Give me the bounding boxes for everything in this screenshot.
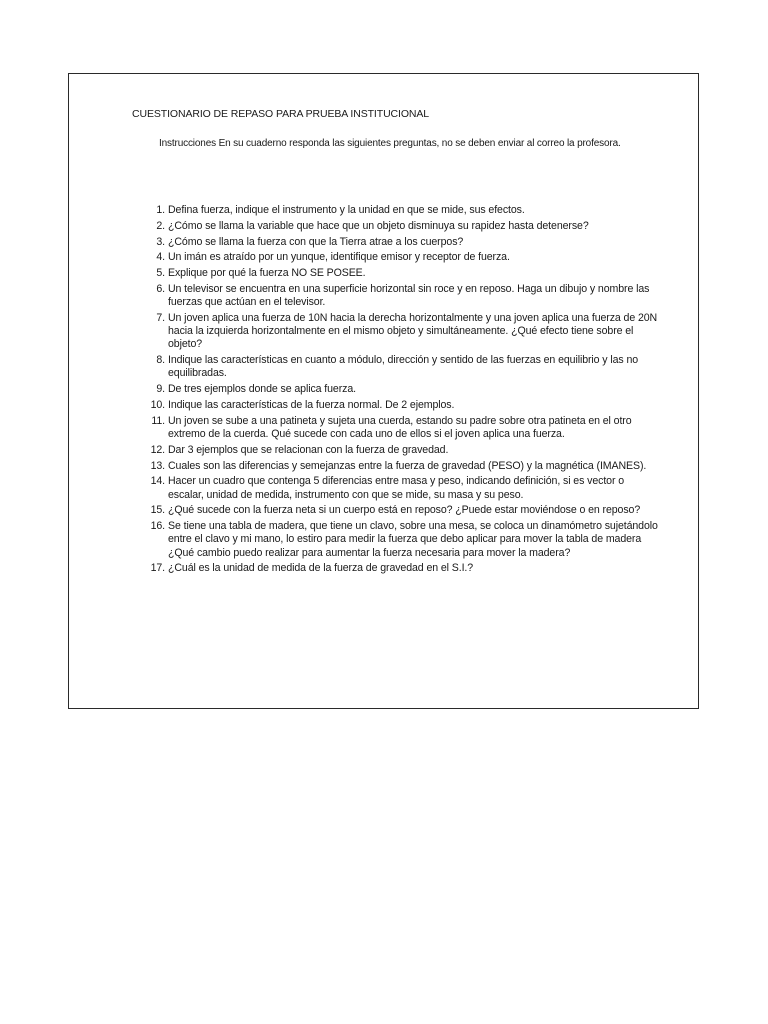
list-item	[141, 267, 661, 280]
list-item	[141, 220, 661, 233]
question-text: ¿Cómo se llama la fuerza con que la Tierra atrae a los cuerpos?	[168, 235, 464, 248]
question-text: Un joven aplica una fuerza de 10N hacia la derecha horizontalmente y una joven aplica una fuerza de 20N hacia la izquierda horizontalmente en el mismo objeto y simultáneamente. ¿Qué efecto tiene sobre el objeto?	[168, 311, 658, 351]
list-item	[141, 520, 661, 560]
question-text: Explique por qué la fuerza NO SE POSEE.	[168, 267, 366, 280]
question-text: Hacer un cuadro que contenga 5 diferencias entre masa y peso, indicando definición, si es vector o escalar, unidad de medida, instrumento con que se mide, su masa y su peso.	[168, 475, 625, 501]
question-number: 14.	[150, 475, 165, 488]
question-number: 13.	[150, 459, 165, 472]
question-text: Defina fuerza, indique el instrumento y la unidad en que se mide, sus efectos.	[168, 204, 525, 216]
list-item	[141, 460, 661, 473]
question-number: 5.	[156, 267, 165, 280]
document-frame	[68, 73, 699, 709]
list-item	[141, 204, 661, 217]
question-number: 9.	[156, 383, 165, 396]
question-text: Indique las características en cuanto a módulo, dirección y sentido de las fuerzas en equilibrio y las no equilibradas.	[168, 354, 639, 380]
question-text: Indique las características de la fuerza normal. De 2 ejemplos.	[168, 398, 455, 411]
question-number: 2.	[156, 219, 165, 232]
question-text: ¿Cuál es la unidad de medida de la fuerza de gravedad en el S.I.?	[168, 562, 474, 575]
list-item	[141, 562, 661, 575]
questions-list	[141, 204, 661, 578]
list-item	[141, 236, 661, 249]
question-text: Un joven se sube a una patineta y sujeta una cuerda, estando su padre sobre otra patineta en el otro extremo de la cuerda. Qué sucede con cada uno de ellos si el joven aplica una fuerza.	[168, 414, 632, 440]
instructions-text: Instrucciones En su cuaderno responda las siguientes preguntas, no se deben enviar al correo la profesora.	[159, 138, 621, 149]
question-number: 6.	[156, 282, 165, 295]
question-text: Un televisor se encuentra en una superficie horizontal sin roce y en reposo. Haga un dibujo y nombre las fuerzas que actúan en el televisor.	[168, 282, 650, 309]
question-number: 10.	[150, 398, 165, 411]
list-item	[141, 415, 661, 441]
question-number: 15.	[150, 504, 165, 517]
question-number: 12.	[150, 443, 165, 456]
document-title: CUESTIONARIO DE REPASO PARA PRUEBA INSTITUCIONAL	[132, 108, 430, 120]
question-number: 7.	[156, 311, 165, 324]
question-text: Cuales son las diferencias y semejanzas entre la fuerza de gravedad (PESO) y la magnética (IMANES).	[168, 459, 647, 472]
question-number: 1.	[156, 204, 165, 216]
question-number: 3.	[156, 235, 165, 248]
question-text: ¿Cómo se llama la variable que hace que un objeto disminuya su rapidez hasta detenerse?	[168, 219, 589, 232]
question-text: Dar 3 ejemplos que se relacionan con la fuerza de gravedad.	[168, 443, 449, 456]
list-item	[141, 504, 661, 517]
list-item	[141, 283, 661, 309]
list-item	[141, 399, 661, 412]
list-item	[141, 312, 661, 352]
question-text: De tres ejemplos donde se aplica fuerza.	[168, 383, 356, 396]
question-text: Un imán es atraído por un yunque, identifique emisor y receptor de fuerza.	[168, 251, 510, 264]
question-number: 17.	[150, 562, 165, 575]
question-number: 16.	[150, 520, 165, 533]
list-item	[141, 354, 661, 380]
list-item	[141, 444, 661, 457]
question-number: 8.	[156, 354, 165, 367]
question-number: 11.	[151, 414, 165, 427]
list-item	[141, 251, 661, 264]
question-number: 4.	[156, 251, 165, 264]
question-text: Se tiene una tabla de madera, que tiene un clavo, sobre una mesa, se coloca un dinamómetro sujetándolo entre el clavo y mi mano, lo estiro para medir la fuerza que debo aplicar para mover la tabla de madera ¿Qué cambio puedo realizar para aumentar la fuerza necesaria para mover la madera?	[168, 520, 658, 559]
list-item	[141, 383, 661, 396]
list-item	[141, 475, 661, 501]
question-text: ¿Qué sucede con la fuerza neta si un cuerpo está en reposo? ¿Puede estar moviéndose o en reposo?	[168, 504, 641, 517]
